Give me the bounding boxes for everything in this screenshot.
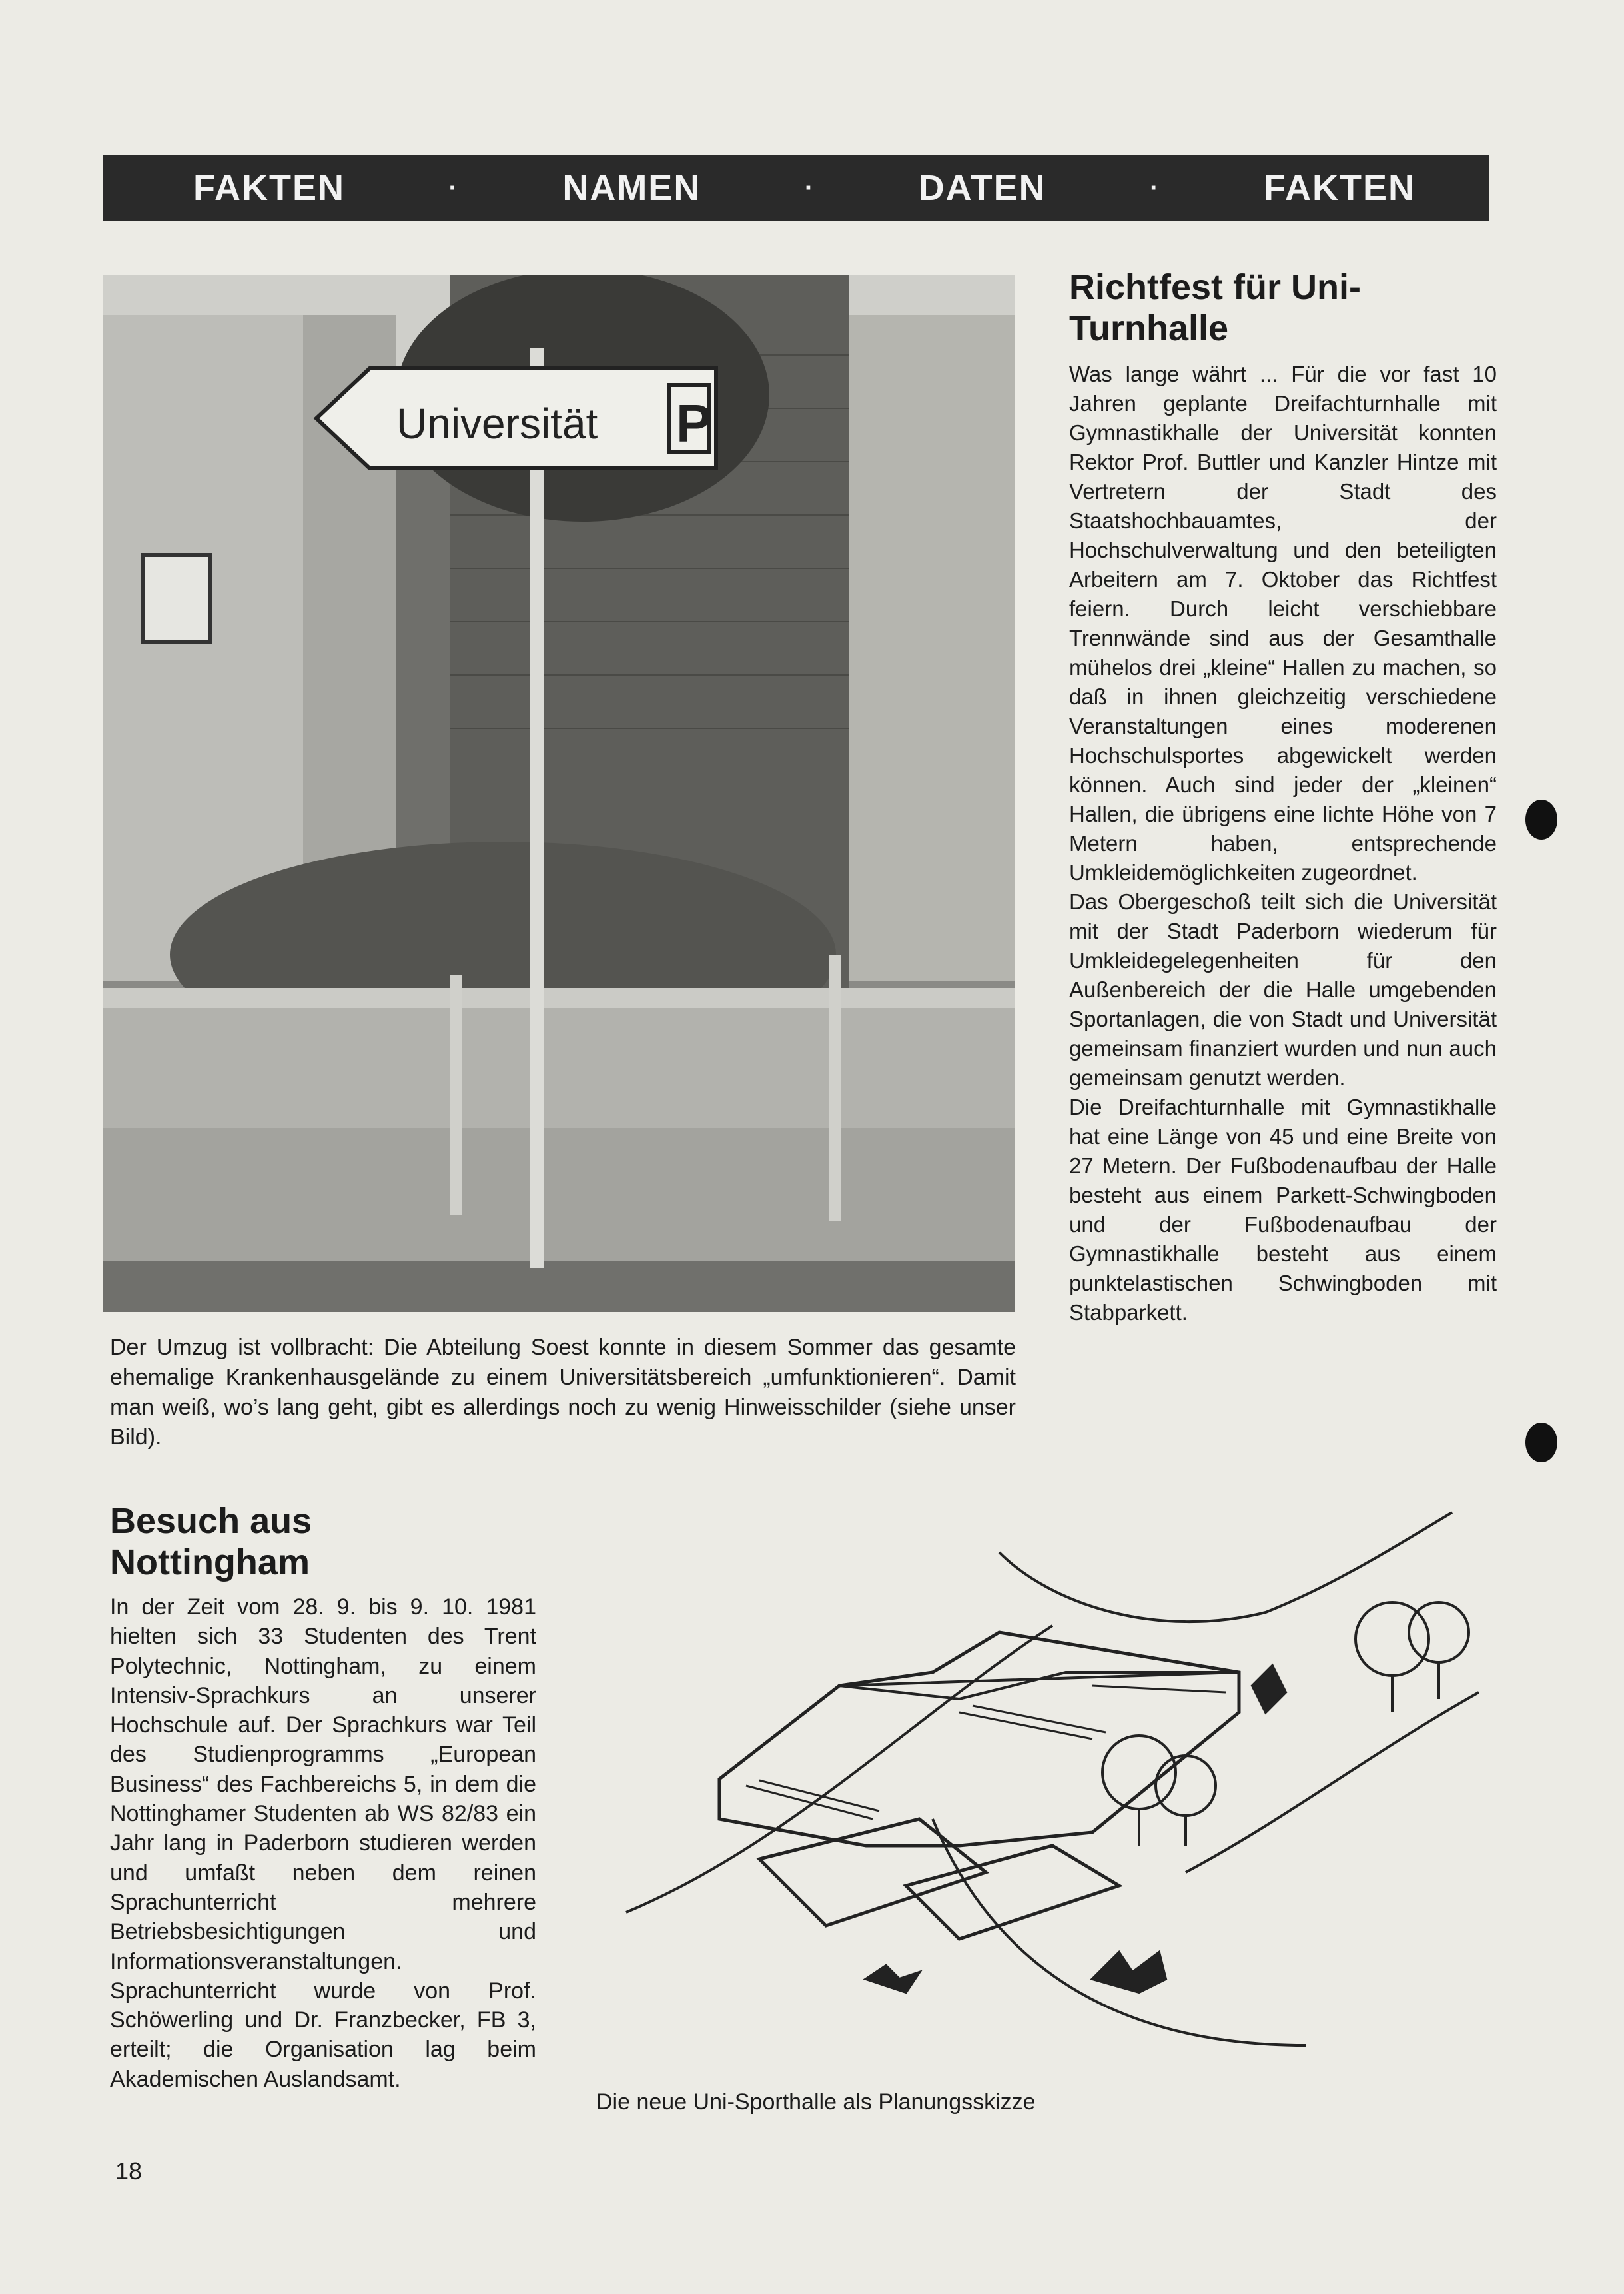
article-title-nottingham: Besuch aus Nottingham [110, 1501, 312, 1582]
header-item-daten: DATEN [918, 168, 1046, 208]
paragraph: Die Dreifachturnhalle mit Gymnastikhalle hat eine Länge von 45 und eine Breite von 27 Metern. Der Fußbodenaufbau der Halle besteht aus einem Parkett-Schwingboden und der Fußbodenaufbau der Gymnastikhalle besteht aus einem punktelastischen Schwingboden mit Stabparkett. [1069, 1095, 1497, 1325]
campus-photo [103, 275, 1015, 1312]
parking-letter: P [676, 394, 712, 453]
sketch-caption: Die neue Uni-Sporthalle als Planungsskizze [596, 2089, 1036, 2115]
punch-hole [1525, 1423, 1557, 1462]
article-body-turnhalle [1069, 360, 1497, 1327]
sports-hall-sketch [586, 1472, 1505, 2085]
punch-hole [1525, 800, 1557, 840]
header-separator: · [1150, 173, 1160, 203]
page-number: 18 [115, 2157, 143, 2185]
article-title-turnhalle: Richtfest für Uni-Turnhalle [1069, 267, 1361, 348]
paragraph: In der Zeit vom 28. 9. bis 9. 10. 1981 hielten sich 33 Studenten des Trent Polytechnic, Nottingham, zu einem Intensiv-Sprachkurs an unserer Hochschule auf. Der Sprachkurs war Teil des Studienprogramms „European Business“ des Fachbereichs 5, in dem die Nottinghamer Studenten ab WS 82/83 ein Jahr lang in Paderborn studieren werden und umfaßt neben dem reinen Sprachunterricht mehrere Betriebsbesichtigungen und Informationsveranstaltungen. Sprachunterricht wurde von Prof. Schöwerling und Dr. Franzbecker, FB 3, erteilt; die Organisation lag beim Akademischen Auslandsamt. [110, 1594, 536, 2092]
header-item-fakten-2: FAKTEN [1263, 168, 1416, 208]
paragraph: Was lange währt ... Für die vor fast 10 Jahren geplante Dreifachturnhalle mit Gymnastikhalle der Universität konnten Rektor Prof. Buttler und Kanzler Hintze mit Vertretern der Stadt des Staatshochbauamtes, der Hochschulverwaltung und den beteiligten Arbeitern am 7. Oktober das Richtfest feiern. Durch leicht verschiebbare Trennwände sind aus der Gesamthalle mühelos drei „kleine“ Hallen zu machen, so daß in ihnen gleichzeitig verschiedene Veranstaltungen eines moderenen Hochschulsportes abgewickelt werden können. Auch sind jeder der „kleinen“ Hallen, die übrigens eine lichte Höhe von 7 Metern haben, entsprechende Umkleidemöglichkeiten zugeordnet. [1069, 362, 1497, 885]
section-header [103, 155, 1489, 221]
paragraph: Das Obergeschoß teilt sich die Universität mit der Stadt Paderborn wiederum für Umkleidegelegenheiten für den Außenbereich der die Halle umgebenden Sportanlagen, die von Stadt und Universität gemeinsam finanziert wurden und nun auch gemeinsam genutzt werden. [1069, 889, 1497, 1090]
article-body-nottingham [110, 1592, 536, 2094]
header-item-namen: NAMEN [562, 168, 701, 208]
header-separator: · [448, 173, 459, 203]
header-separator: · [804, 173, 815, 203]
sign-text: Universität [396, 400, 598, 448]
header-item-fakten: FAKTEN [193, 168, 345, 208]
photo-caption: Der Umzug ist vollbracht: Die Abteilung Soest konnte in diesem Sommer das gesamte ehemalige Krankenhausgelände zu einem Universitätsbereich „umfunktionieren“. Damit man weiß, wo’s lang geht, gibt es allerdings noch zu wenig Hinweisschilder (siehe unser Bild). [110, 1335, 1016, 1450]
